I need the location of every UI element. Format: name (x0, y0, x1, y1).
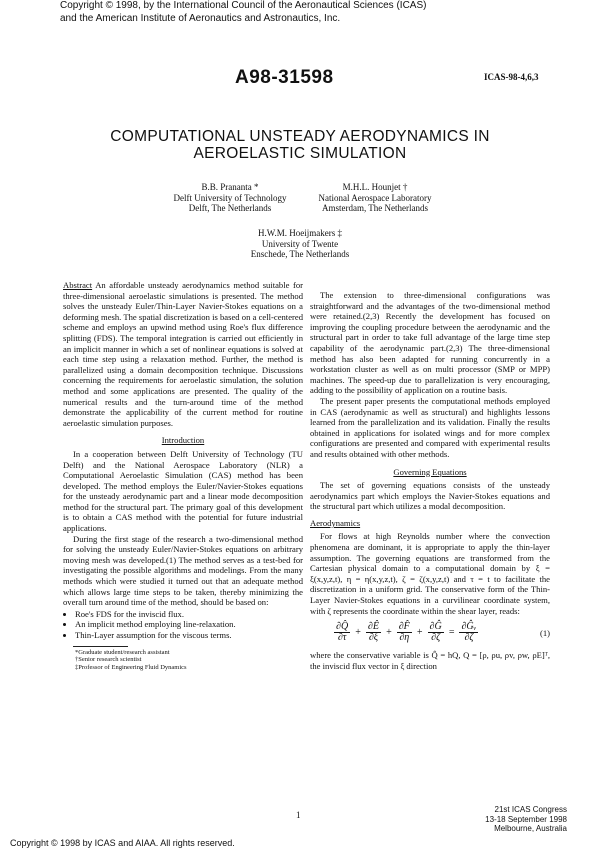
author-block-3 (220, 228, 380, 260)
eq-term-dq: $\frac{\partial Q̂}{\partial\tau}$ (336, 621, 349, 644)
paper-title (100, 128, 500, 162)
intro-paragraph-2: During the first stage of the research a two-dimensional method for solving the unsteady Euler/Navier-Stokes equations on arbitrary moving mesh was developed.(1) The method serves as a test-bed for investigating the possible algorithms and modelings. From the many methods which were studied it turned out that an adequate method which allows large time steps to be taken, thereby minimizing the overall turn around time of the method, should be based on: (63, 533, 303, 608)
governing-equations-heading: Governing Equations (393, 466, 467, 477)
right-column (310, 290, 550, 671)
title-line-1: COMPUTATIONAL UNSTEADY AERODYNAMICS IN (110, 128, 490, 145)
copyright-header (60, 0, 530, 25)
copyright-line-1: Copyright © 1998, by the International Council of the Aeronautical Sciences (ICAS) (60, 0, 427, 11)
author-affiliation: Delft University of Technology (173, 192, 287, 203)
bullet-item: • Thin-Layer assumption for the viscous terms. (75, 630, 303, 641)
conference-info (472, 805, 567, 834)
introduction-heading: Introduction (161, 435, 205, 446)
eq-term-dg: $\frac{\partial Ĝ}{\partial\zeta}$ (429, 621, 442, 644)
author-name: H.W.M. Hoeijmakers ‡ (258, 228, 342, 238)
intro-paragraph-1: In a cooperation between Delft University of Technology (TU Delft) and the National Aerospace Laboratory (NLR) a Computational Aeroelastic Simulation (CAS) method has been developed. The method employs the Euler/Navier-Stokes equations for the unsteady aerodynamic part and a linear mode decomposition method for the structural part. The primary goal of this development is to obtain a CAS method with the potential for future industrial applications. (63, 448, 303, 534)
conservative-variable-paragraph: where the conservative variable is Q̂ = hQ, Q = [ρ, ρu, ρv, ρw, ρE]ᵀ, the inviscid flux vector in ξ direction (310, 650, 550, 671)
footnote: ‡Professor of Engineering Fluid Dynamics (75, 663, 187, 671)
right-paragraph-2: The present paper presents the computational methods employed in CAS (aerodynamic as well as structural) and highlights lessons learned from the parallelization and its validation. Finally the results obtained in applications for isolated wings and for more complex configurations are presented and compared with experimental results and results obtained with other methods. (310, 395, 550, 459)
aerodynamics-heading: Aerodynamics (310, 517, 361, 528)
author-name: B.B. Prananta * (201, 182, 259, 192)
paper-reference-id: ICAS-98-4,6,3 (484, 72, 539, 82)
eq-term-dgv: $\frac{\text{∂Ĝᵥ}}{\partial\zeta}$ (461, 621, 477, 644)
aerodynamics-paragraph: For flows at high Reynolds number where the convection phenomena are dominant, it is appropriate to apply the thin-layer assumption. The governing equations are transformed from the Cartesian physical domain to a computational domain by ξ = ξ(x,y,z,t), η = η(x,y,z,t), ζ = ζ(x,y,z,t) and τ = t to facilitate the discretization in a uniform grid. The conservative form of the Thin-Layer Navier-Stokes equations in a curvilinear coordinate system, with ζ represents the coordinate within the shear layer, reads: (310, 531, 550, 616)
conference-dates: 13-18 September 1998 (485, 814, 567, 824)
footnote-divider (73, 646, 128, 647)
abstract-text: An affordable unsteady aerodynamics method suitable for three-dimensional aeroelastic simulations is presented. The method solves the unsteady Euler/Thin-Layer Navier-Stokes equations on a deforming mesh. The spatial discretization is based on a cell-centered scheme and employs an upwind method using Roe's flux difference splitting (FDS). The temporal integration is carried out efficiently in an implicit manner in which a set of nonlinear equations is solved at each time step using a relaxation method. Further, the method is parallelized using a domain decomposition technique. Discussions concerning the requirements for aeroelastic simulation, the solution method and some applications are presented. The quality of the numerical results and the turn-around time of the method demonstrate the applicability of the current method for routine aeroelastic simulation purposes. (63, 280, 303, 428)
title-line-2: AEROELASTIC SIMULATION (193, 145, 407, 162)
eq-term-de: $\frac{\partial Ê}{\partial\xi}$ (367, 621, 379, 644)
footnote: †Senior research scientist (75, 656, 142, 664)
eq-term-df: $\frac{\partial F̂}{\partial\eta}$ (398, 621, 410, 644)
right-paragraph-1: The extension to three-dimensional configurations was straightforward and the advantages of the two-dimensional method were retained.(2,3) Recently the development has focused on improving the coupling procedure between the aerodynamic and the structural part in order to take full advantage of the large time step capability of the aerodynamic part.(2,3) The three-dimensional method has also been adapted for running concurrently in a workstation cluster as well as on multi processor (SMP or MPP) machines. The speed-up due to parallelization is very encouraging, adding to the possibility of application on a routine basis. (310, 290, 550, 396)
author-affiliation: National Aerospace Laboratory (318, 192, 432, 203)
page-number: 1 (296, 810, 301, 820)
conference-location: Melbourne, Australia (494, 824, 567, 833)
author-block-2 (300, 182, 450, 214)
document-id: A98-31598 (235, 67, 334, 88)
method-bullet-list (63, 609, 303, 641)
author-location: Amsterdam, The Netherlands (321, 203, 429, 213)
bottom-copyright: Copyright © 1998 by ICAS and AIAA. All rights reserved. (10, 838, 235, 848)
author-affiliation: University of Twente (261, 238, 339, 249)
author-location: Enschede, The Netherlands (250, 249, 350, 259)
copyright-line-2: and the American Institute of Aeronautics and Astronautics, Inc. (60, 12, 341, 24)
abstract-paragraph (63, 280, 303, 428)
conference-name: 21st ICAS Congress (494, 805, 567, 814)
author-name: M.H.L. Hounjet † (342, 182, 408, 192)
footnote: *Graduate student/research assistant (75, 648, 170, 656)
governing-paragraph: The set of governing equations consists of the unsteady aerodynamics part which employs the Navier-Stokes equations and the structural part which utilizes a modal decomposition. (310, 480, 550, 512)
left-column (63, 280, 303, 671)
author-block-1 (160, 182, 300, 214)
equation-1: $\frac{\partial Q̂}{\partial\tau}$ + $\frac{\partial Ê}{\partial\xi}$ + $\frac{\partial F̂}{\partial\eta}$ + $\frac{\partial Ĝ}{\partial\zeta}$ = $\frac{\text{∂Ĝᵥ}}{\partial\zeta}$ (1) (336, 621, 550, 644)
bullet-item: • An implicit method employing line-relaxation. (75, 619, 303, 630)
abstract-label: Abstract (63, 280, 93, 290)
author-location: Delft, The Netherlands (188, 203, 272, 213)
equation-number: (1) (539, 628, 550, 639)
bullet-item: • Roe's FDS for the inviscid flux. (75, 609, 303, 620)
